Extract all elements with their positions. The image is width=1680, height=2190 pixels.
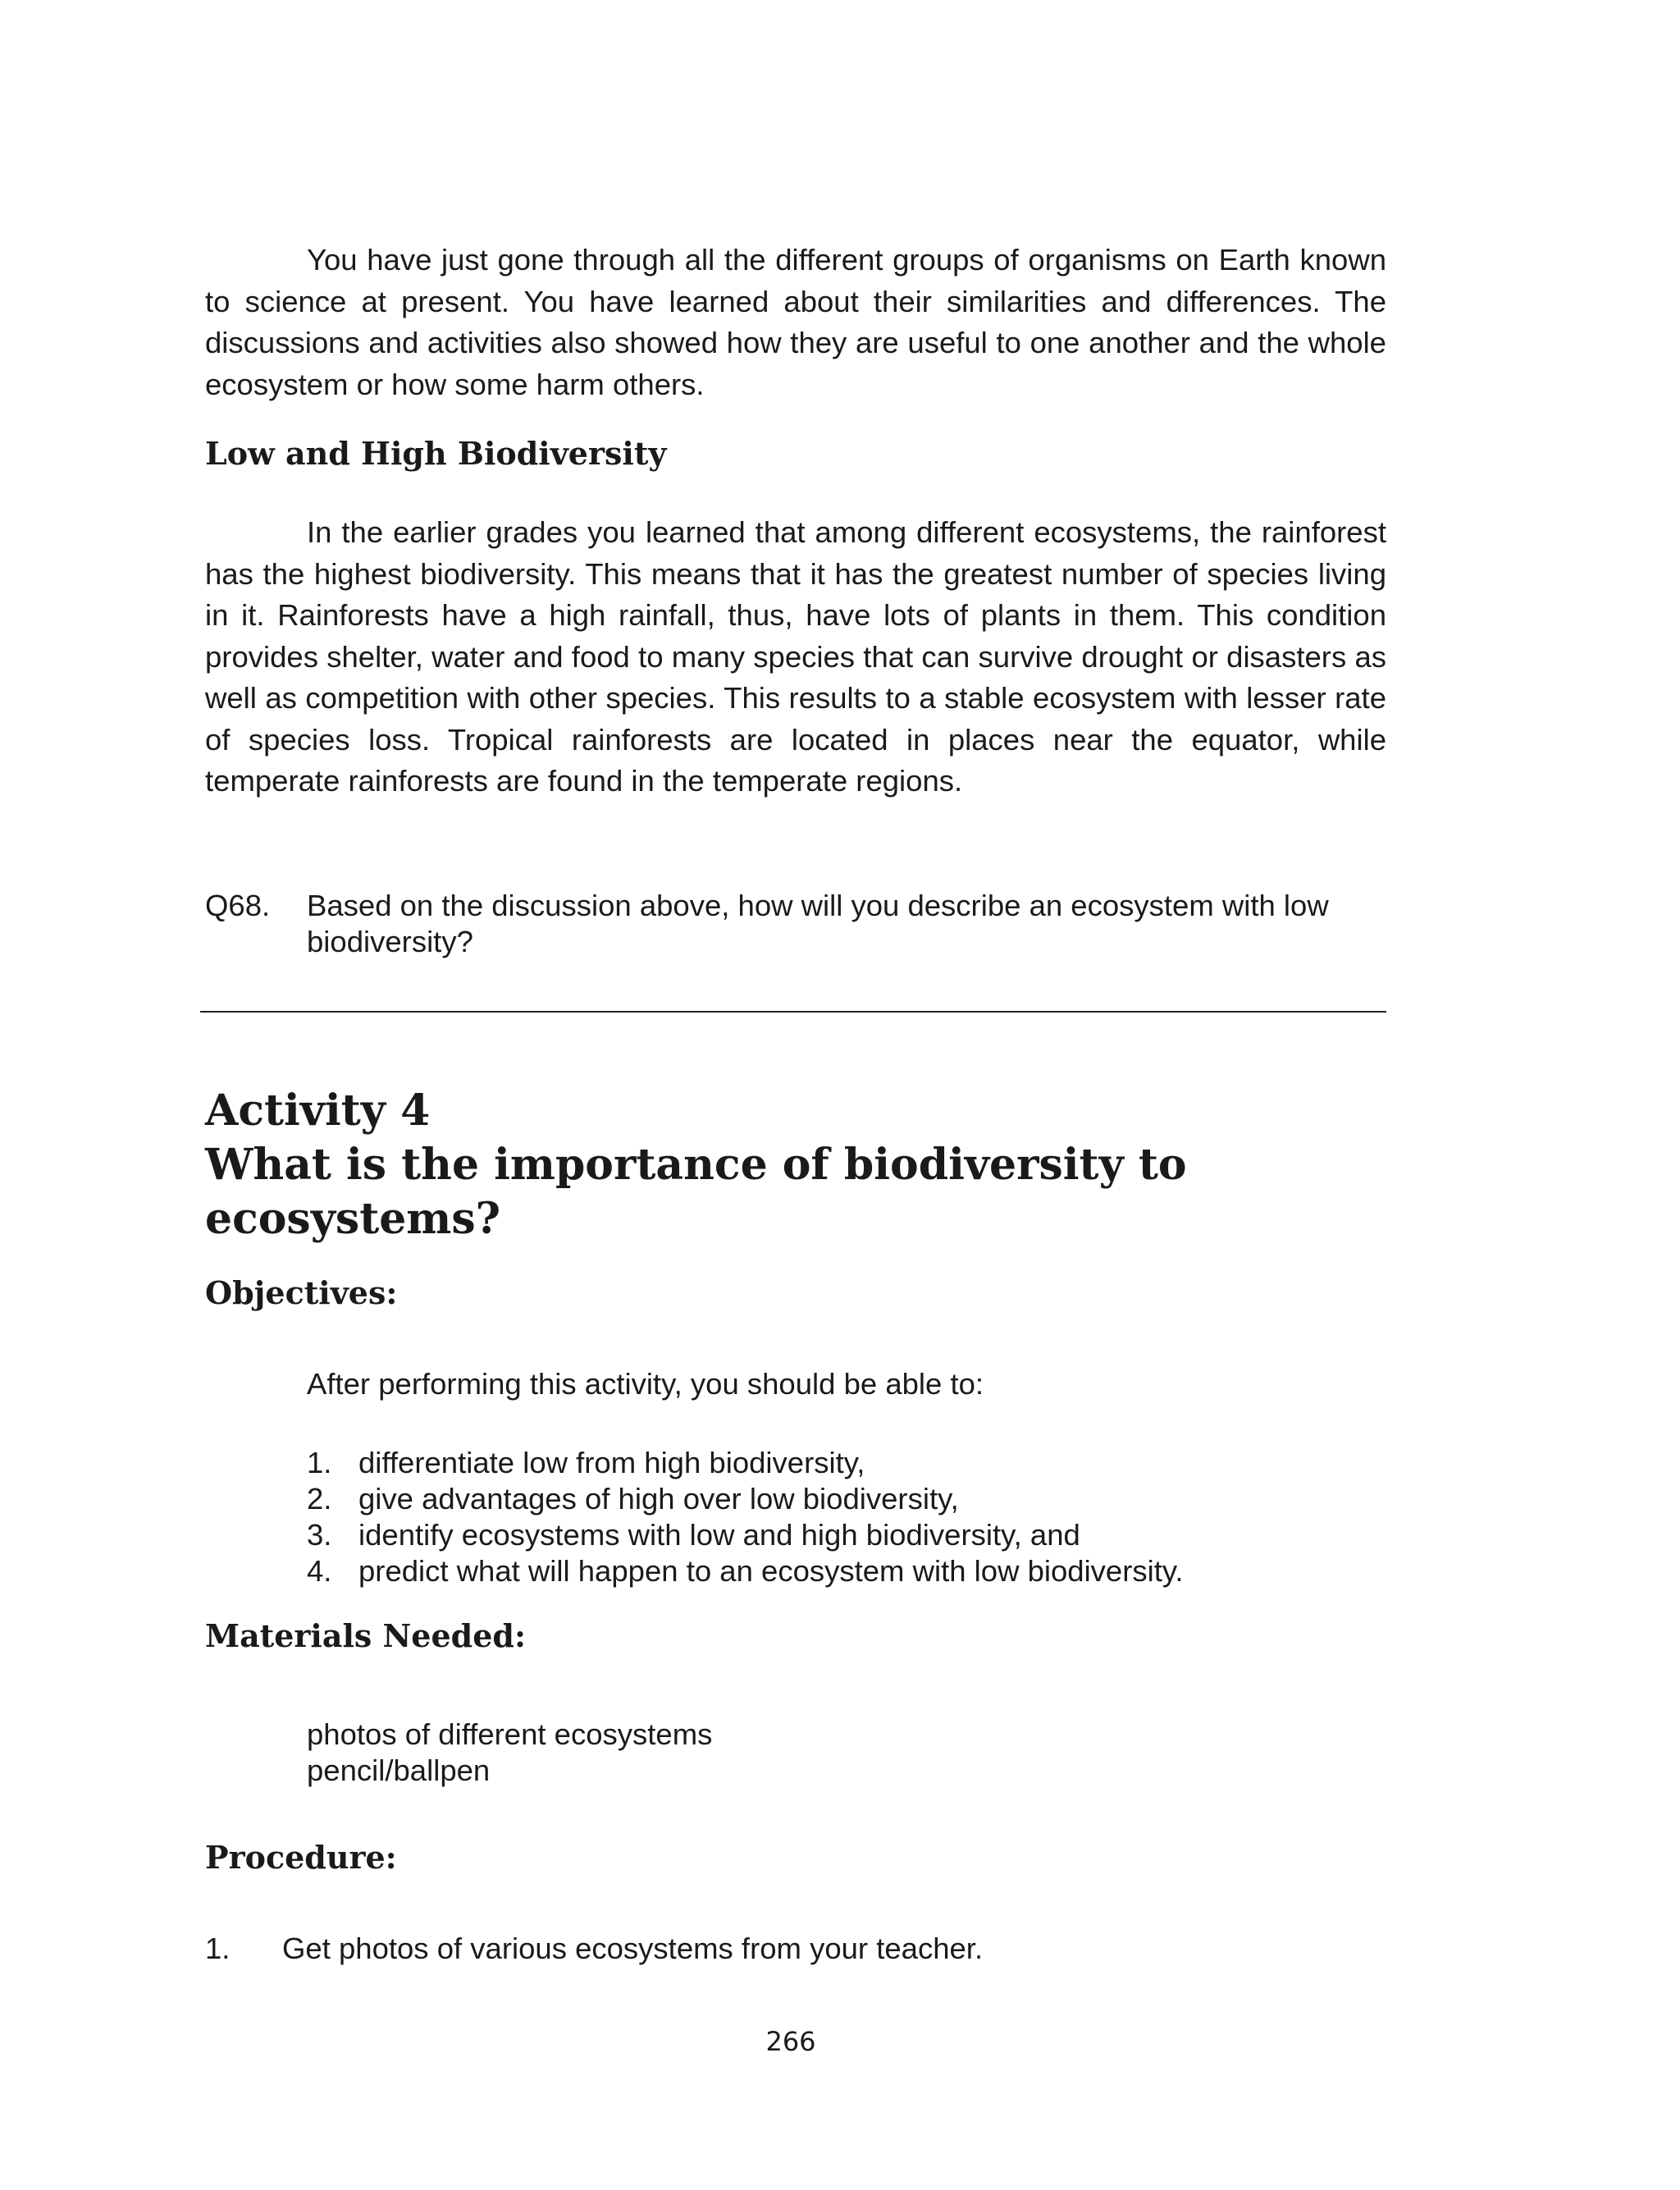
rainforest-paragraph: In the earlier grades you learned that among different ecosystems, the rainforest has the highest biodiversity. This means that it has the greatest number of species living in it. Rainforests have a high rainfall, thus, have lots of plants in them. This condition provides shelter, water and food to many species that can survive drought or disasters as well as competition with other species. This results to a stable ecosystem with lesser rate of species loss. Tropical rainforests are located in places near the equator, while temperate rainforests are found in the temperate regions. [205, 515, 1386, 798]
list-item-number: 3. [307, 1518, 332, 1552]
list-item-number: 1. [307, 1446, 332, 1479]
list-item-number: 2. [307, 1482, 332, 1516]
intro-paragraph: You have just gone through all the different groups of organisms on Earth known to science at present. You have learned about their similarities and differences. The discussions and activities also showed how they are useful to one another and the whole ecosystem or how some harm others. [205, 243, 1386, 401]
activity-title [205, 1084, 1386, 1246]
list-item-text: identify ecosystems with low and high biodiversity, and [358, 1518, 1080, 1552]
question-text: Based on the discussion above, how will you describe an ecosystem with low biodiversity? [307, 889, 1329, 958]
low-high-biodiversity-heading: Low and High Biodiversity [205, 435, 667, 472]
procedure-heading: Procedure: [205, 1839, 397, 1876]
list-item [307, 1445, 1184, 1481]
list-item [307, 1553, 1184, 1589]
materials-list [307, 1717, 712, 1789]
step-text: Get photos of various ecosystems from your teacher. [282, 1932, 984, 1965]
list-item: pencil/ballpen [307, 1753, 491, 1787]
list-item-text: predict what will happen to an ecosystem with low biodiversity. [358, 1554, 1184, 1588]
objectives-heading: Objectives: [205, 1274, 398, 1311]
question-label: Q68. [205, 889, 271, 922]
list-item: photos of different ecosystems [307, 1717, 713, 1751]
list-item-number: 4. [307, 1554, 332, 1588]
procedure-step [205, 1931, 983, 1967]
step-number: 1. [205, 1932, 231, 1965]
page-number: 266 [765, 2026, 816, 2057]
list-item-text: give advantages of high over low biodiversity, [358, 1482, 959, 1516]
list-item [307, 1517, 1184, 1553]
activity-question-line-1: What is the importance of biodiversity to [205, 1140, 1187, 1190]
answer-line [200, 1011, 1386, 1013]
question-q68 [205, 888, 1386, 960]
materials-heading: Materials Needed: [205, 1617, 526, 1654]
list-item [307, 1481, 1184, 1517]
activity-number: Activity 4 [205, 1086, 431, 1136]
objectives-intro: After performing this activity, you should be able to: [307, 1367, 984, 1401]
objectives-list [307, 1445, 1184, 1589]
activity-question-line-2: ecosystems? [205, 1194, 501, 1244]
list-item-text: differentiate low from high biodiversity, [358, 1446, 865, 1479]
